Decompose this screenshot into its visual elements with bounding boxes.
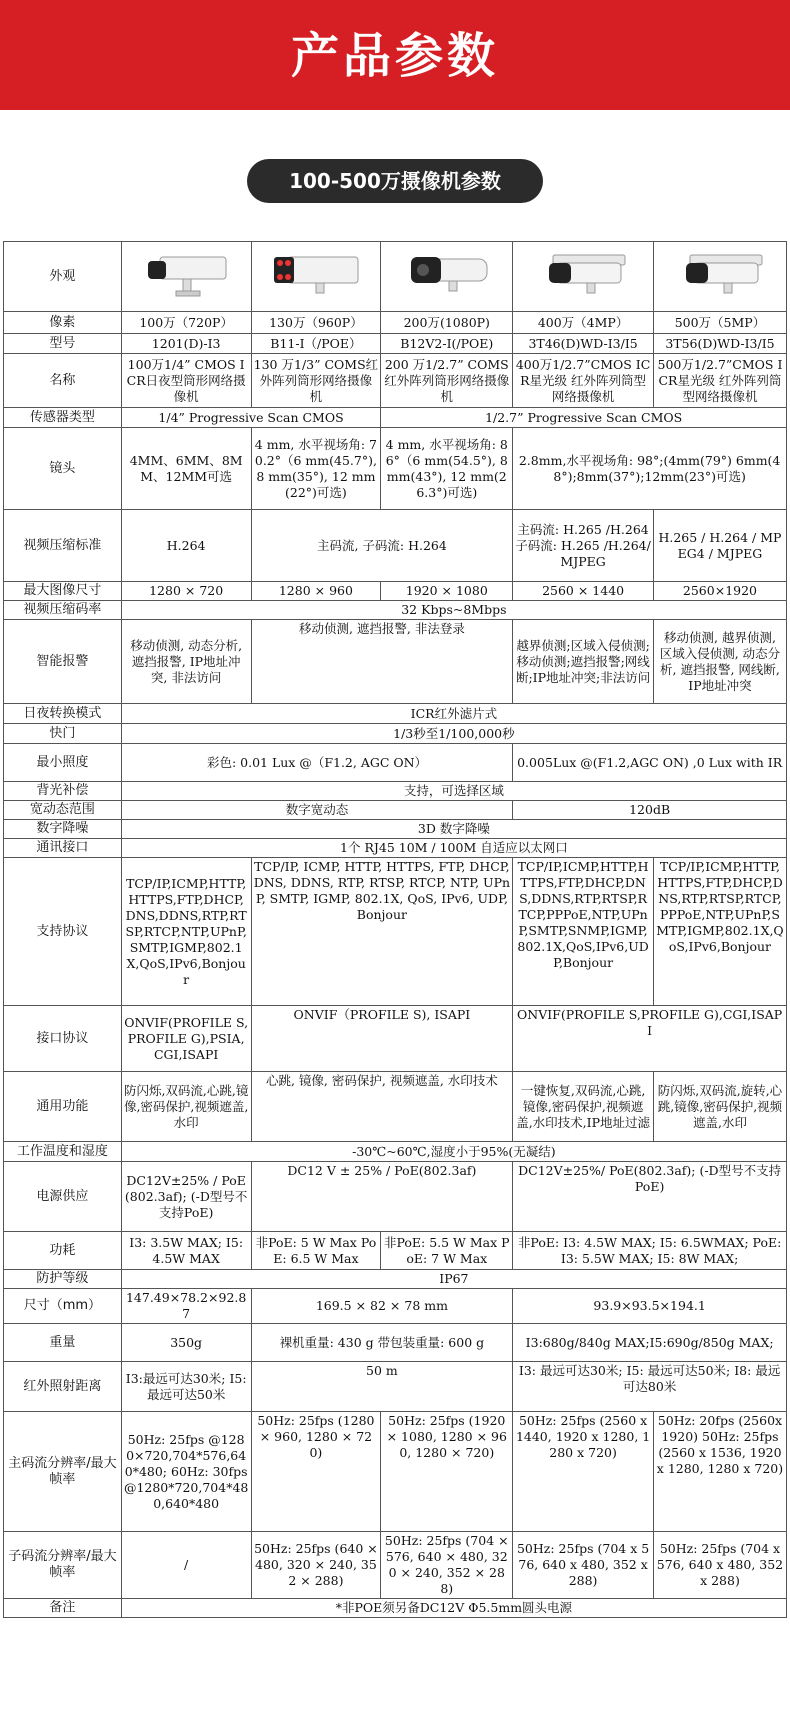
- label-model: 型号: [4, 334, 122, 354]
- cell: B11-I（/POE）: [251, 334, 381, 354]
- cell: 50 m: [251, 1362, 513, 1412]
- row-day-night: [4, 704, 787, 724]
- cell: I3: 最远可达30米; I5: 最远可达50米; I8: 最远可达80米: [513, 1362, 787, 1412]
- cell: 1/2.7” Progressive Scan CMOS: [381, 408, 787, 428]
- row-remark: [4, 1599, 787, 1618]
- cell: 4 mm, 水平视场角: 86°（6 mm(54.5°), 8 mm(43°), 12 mm(26.3°)可选): [381, 428, 513, 510]
- row-network: [4, 839, 787, 858]
- cell: DC12 V ± 25% / PoE(802.3af): [251, 1162, 513, 1232]
- cell: 防闪烁,双码流,心跳,镜像,密码保护,视频遮盖,水印: [121, 1072, 251, 1142]
- label-interface: 接口协议: [4, 1006, 122, 1072]
- cell: 32 Kbps~8Mbps: [121, 601, 786, 620]
- label-compression: 视频压缩标准: [4, 510, 122, 582]
- cell: 50Hz: 25fps @1280×720,704*576,640*480; 60Hz: 30fps @1280*720,704*480,640*480: [121, 1412, 251, 1532]
- cell: 50Hz: 25fps (2560 x 1440, 1920 x 1280, 1280 x 720): [513, 1412, 654, 1532]
- bullet-camera-5: [672, 251, 768, 303]
- cell: 数字宽动态: [121, 801, 512, 820]
- cell: 400万（4MP）: [513, 312, 654, 334]
- cell: -30℃~60℃,湿度小于95%(无凝结): [121, 1142, 786, 1162]
- label-size: 尺寸（mm）: [4, 1289, 122, 1324]
- label-pixels: 像素: [4, 312, 122, 334]
- camera-image: [251, 242, 381, 312]
- cell: I3:680g/840g MAX;I5:690g/850g MAX;: [513, 1324, 787, 1362]
- camera-image: [381, 242, 513, 312]
- row-interface: [4, 1006, 787, 1072]
- label-general: 通用功能: [4, 1072, 122, 1142]
- cell: ONVIF（PROFILE S), ISAPI: [251, 1006, 513, 1072]
- cell: 130 万1/3” COMS红外阵列筒形网络摄像机: [251, 354, 381, 408]
- cell: TCP/IP,ICMP,HTTP,HTTPS,FTP,DHCP,DNS,DDNS,RTP,RTSP,RTCP,NTP,UPnP,SMTP,IGMP,802.1X,QoS,IPv6,Bonjour: [121, 858, 251, 1006]
- label-wdr: 宽动态范围: [4, 801, 122, 820]
- label-max-resolution: 最大图像尺寸: [4, 582, 122, 601]
- cell: 200 万1/2.7” COMS 红外阵列筒形网络摄像机: [381, 354, 513, 408]
- label-lens: 镜头: [4, 428, 122, 510]
- cell: H.264: [121, 510, 251, 582]
- cell: 越界侦测;区域入侵侦测;移动侦测;遮挡报警;网线断;IP地址冲突;非法访问: [513, 620, 654, 704]
- cell: 主码流, 子码流: H.264: [251, 510, 513, 582]
- cell: TCP/IP,ICMP,HTTP,HTTPS,FTP,DHCP,DNS,DDNS,RTP,RTSP,RTCP,PPPoE,NTP,UPnP,SMTP,SNMP,IGMP,802.1X,QoS,IPv6,UDP,Bonjour: [513, 858, 654, 1006]
- row-blc: [4, 782, 787, 801]
- row-appearance: [4, 242, 787, 312]
- cell: 0.005Lux @(F1.2,AGC ON) ,0 Lux with IR: [513, 744, 787, 782]
- row-protection: [4, 1270, 787, 1289]
- cell: 50Hz: 20fps (2560x1920) 50Hz: 25fps (2560 x 1536, 1920 x 1280, 1280 x 720): [653, 1412, 786, 1532]
- cell: 100万1/4” CMOS ICR日夜型筒形网络摄像机: [121, 354, 251, 408]
- cell: 1920 × 1080: [381, 582, 513, 601]
- row-ir-distance: [4, 1362, 787, 1412]
- label-appearance: 外观: [4, 242, 122, 312]
- label-sensor: 传感器类型: [4, 408, 122, 428]
- label-consumption: 功耗: [4, 1232, 122, 1270]
- row-weight: [4, 1324, 787, 1362]
- label-day-night: 日夜转换模式: [4, 704, 122, 724]
- cell: 350g: [121, 1324, 251, 1362]
- bullet-camera-4: [535, 251, 631, 303]
- cell: 移动侦测, 越界侦测, 区域入侵侦测, 动态分析, 遮挡报警, 网线断, IP地址冲突: [653, 620, 786, 704]
- cell: 2560×1920: [653, 582, 786, 601]
- camera-image: [121, 242, 251, 312]
- cell: 3T56(D)WD-I3/I5: [653, 334, 786, 354]
- row-consumption: [4, 1232, 787, 1270]
- row-compression: [4, 510, 787, 582]
- row-shutter: [4, 724, 787, 744]
- row-temp: [4, 1142, 787, 1162]
- cell: 非PoE: I3: 4.5W MAX; I5: 6.5WMAX; PoE: I3: 5.5W MAX; I5: 8W MAX;: [513, 1232, 787, 1270]
- row-wdr: [4, 801, 787, 820]
- bullet-camera-1: [138, 251, 234, 303]
- cell: 50Hz: 25fps (704 x 576, 640 x 480, 352 x 288): [653, 1532, 786, 1599]
- cell: ICR红外滤片式: [121, 704, 786, 724]
- row-sensor: [4, 408, 787, 428]
- camera-image: [513, 242, 654, 312]
- row-lens: [4, 428, 787, 510]
- cell: DC12V±25% / PoE(802.3af); (-D型号不支持PoE): [121, 1162, 251, 1232]
- cell: *非POE须另备DC12V Φ5.5mm圆头电源: [121, 1599, 786, 1618]
- label-weight: 重量: [4, 1324, 122, 1362]
- cell: 4MM、6MM、8MM、12MM可选: [121, 428, 251, 510]
- cell: 130万（960P）: [251, 312, 381, 334]
- cell: 心跳, 镜像, 密码保护, 视频遮盖, 水印技术: [251, 1072, 513, 1142]
- row-general: [4, 1072, 787, 1142]
- cell: IP67: [121, 1270, 786, 1289]
- bullet-camera-3: [399, 251, 495, 303]
- label-alarm: 智能报警: [4, 620, 122, 704]
- cell: 1/4” Progressive Scan CMOS: [121, 408, 381, 428]
- label-network: 通讯接口: [4, 839, 122, 858]
- label-main-stream: 主码流分辨率/最大帧率: [4, 1412, 122, 1532]
- cell: 147.49×78.2×92.87: [121, 1289, 251, 1324]
- row-max-resolution: [4, 582, 787, 601]
- cell: 支持，可选择区域: [121, 782, 786, 801]
- label-temp: 工作温度和湿度: [4, 1142, 122, 1162]
- cell: 100万（720P）: [121, 312, 251, 334]
- row-main-stream: [4, 1412, 787, 1532]
- label-ir-distance: 红外照射距离: [4, 1362, 122, 1412]
- cell: TCP/IP, ICMP, HTTP, HTTPS, FTP, DHCP, DNS, DDNS, RTP, RTSP, RTCP, NTP, UPnP, SMTP, IGMP, 802.1X, QoS, IPv6, UDP, Bonjour: [251, 858, 513, 1006]
- cell: 2560 × 1440: [513, 582, 654, 601]
- label-sub-stream: 子码流分辨率/最大帧率: [4, 1532, 122, 1599]
- row-sub-stream: [4, 1532, 787, 1599]
- cell: 1个 RJ45 10M / 100M 自适应以太网口: [121, 839, 786, 858]
- label-shutter: 快门: [4, 724, 122, 744]
- cell: /: [121, 1532, 251, 1599]
- label-min-illum: 最小照度: [4, 744, 122, 782]
- label-bitrate: 视频压缩码率: [4, 601, 122, 620]
- cell: 120dB: [513, 801, 787, 820]
- cell: 200万(1080P): [381, 312, 513, 334]
- cell: B12V2-I(/POE): [381, 334, 513, 354]
- cell: 4 mm, 水平视场角: 70.2°（6 mm(45.7°), 8 mm(35°), 12 mm(22°)可选): [251, 428, 381, 510]
- cell: 50Hz: 25fps (704 x 576, 640 x 480, 352 x 288): [513, 1532, 654, 1599]
- page-title: 产品参数: [290, 28, 499, 84]
- cell: 彩色: 0.01 Lux @（F1.2, AGC ON）: [121, 744, 512, 782]
- label-protection: 防护等级: [4, 1270, 122, 1289]
- cell: 500万1/2.7”CMOS ICR星光级 红外阵列筒型网络摄像机: [653, 354, 786, 408]
- cell: I3:最远可达30米; I5: 最远可达50米: [121, 1362, 251, 1412]
- row-dnr: [4, 820, 787, 839]
- cell: H.265 / H.264 / MPEG4 / MJPEG: [653, 510, 786, 582]
- label-power: 电源供应: [4, 1162, 122, 1232]
- cell: TCP/IP,ICMP,HTTP,HTTPS,FTP,DHCP,DNS,RTP,RTSP,RTCP,PPPoE,NTP,UPnP,SMTP,IGMP,802.1X,QoS,IPv6,Bonjour: [653, 858, 786, 1006]
- cell: 移动侦测, 遮挡报警, 非法登录: [251, 620, 513, 704]
- cell: 2.8mm,水平视场角: 98°;(4mm(79°) 6mm(48°);8mm(37°);12mm(23°)可选): [513, 428, 787, 510]
- label-protocols: 支持协议: [4, 858, 122, 1006]
- label-blc: 背光补偿: [4, 782, 122, 801]
- cell: 1280 × 720: [121, 582, 251, 601]
- header-banner: [0, 0, 790, 110]
- cell: 非PoE: 5 W Max PoE: 6.5 W Max: [251, 1232, 381, 1270]
- row-name: [4, 354, 787, 408]
- cell: 50Hz: 25fps (1920 × 1080, 1280 × 960, 1280 × 720): [381, 1412, 513, 1532]
- spec-table: [3, 241, 787, 1618]
- cell: 400万1/2.7”CMOS ICR星光级 红外阵列筒型网络摄像机: [513, 354, 654, 408]
- row-bitrate: [4, 601, 787, 620]
- row-size: [4, 1289, 787, 1324]
- cell: 裸机重量: 430 g 带包装重量: 600 g: [251, 1324, 513, 1362]
- cell: 1201(D)-I3: [121, 334, 251, 354]
- section-title: 100-500万摄像机参数: [247, 159, 543, 203]
- cell: 1280 × 960: [251, 582, 381, 601]
- cell: 一键恢复,双码流,心跳,镜像,密码保护,视频遮盖,水印技术,IP地址过滤: [513, 1072, 654, 1142]
- cell: 3T46(D)WD-I3/I5: [513, 334, 654, 354]
- cell: 93.9×93.5×194.1: [513, 1289, 787, 1324]
- label-name: 名称: [4, 354, 122, 408]
- cell: I3: 3.5W MAX; I5: 4.5W MAX: [121, 1232, 251, 1270]
- cell: DC12V±25%/ PoE(802.3af); (-D型号不支持PoE): [513, 1162, 787, 1232]
- row-protocols: [4, 858, 787, 1006]
- row-alarm: [4, 620, 787, 704]
- cell: 1/3秒至1/100,000秒: [121, 724, 786, 744]
- cell: 169.5 × 82 × 78 mm: [251, 1289, 513, 1324]
- row-pixels: [4, 312, 787, 334]
- cell: 非PoE: 5.5 W Max PoE: 7 W Max: [381, 1232, 513, 1270]
- cell: 50Hz: 25fps (704 × 576, 640 × 480, 320 × 240, 352 × 288): [381, 1532, 513, 1599]
- cell: 移动侦测, 动态分析, 遮挡报警, IP地址冲突, 非法访问: [121, 620, 251, 704]
- cell: ONVIF(PROFILE S,PROFILE G),PSIA,CGI,ISAPI: [121, 1006, 251, 1072]
- cell: 50Hz: 25fps (1280 × 960, 1280 × 720): [251, 1412, 381, 1532]
- cell: 3D 数字降噪: [121, 820, 786, 839]
- cell: 防闪烁,双码流,旋转,心跳,镜像,密码保护,视频遮盖,水印: [653, 1072, 786, 1142]
- label-dnr: 数字降噪: [4, 820, 122, 839]
- label-remark: 备注: [4, 1599, 122, 1618]
- row-min-illum: [4, 744, 787, 782]
- row-power: [4, 1162, 787, 1232]
- bullet-camera-2: [268, 251, 364, 303]
- cell: 50Hz: 25fps (640 × 480, 320 × 240, 352 × 288): [251, 1532, 381, 1599]
- camera-image: [653, 242, 786, 312]
- row-model: [4, 334, 787, 354]
- cell: ONVIF(PROFILE S,PROFILE G),CGI,ISAPI: [513, 1006, 787, 1072]
- cell: 500万（5MP）: [653, 312, 786, 334]
- cell: 主码流: H.265 /H.264 子码流: H.265 /H.264/ MJPEG: [513, 510, 654, 582]
